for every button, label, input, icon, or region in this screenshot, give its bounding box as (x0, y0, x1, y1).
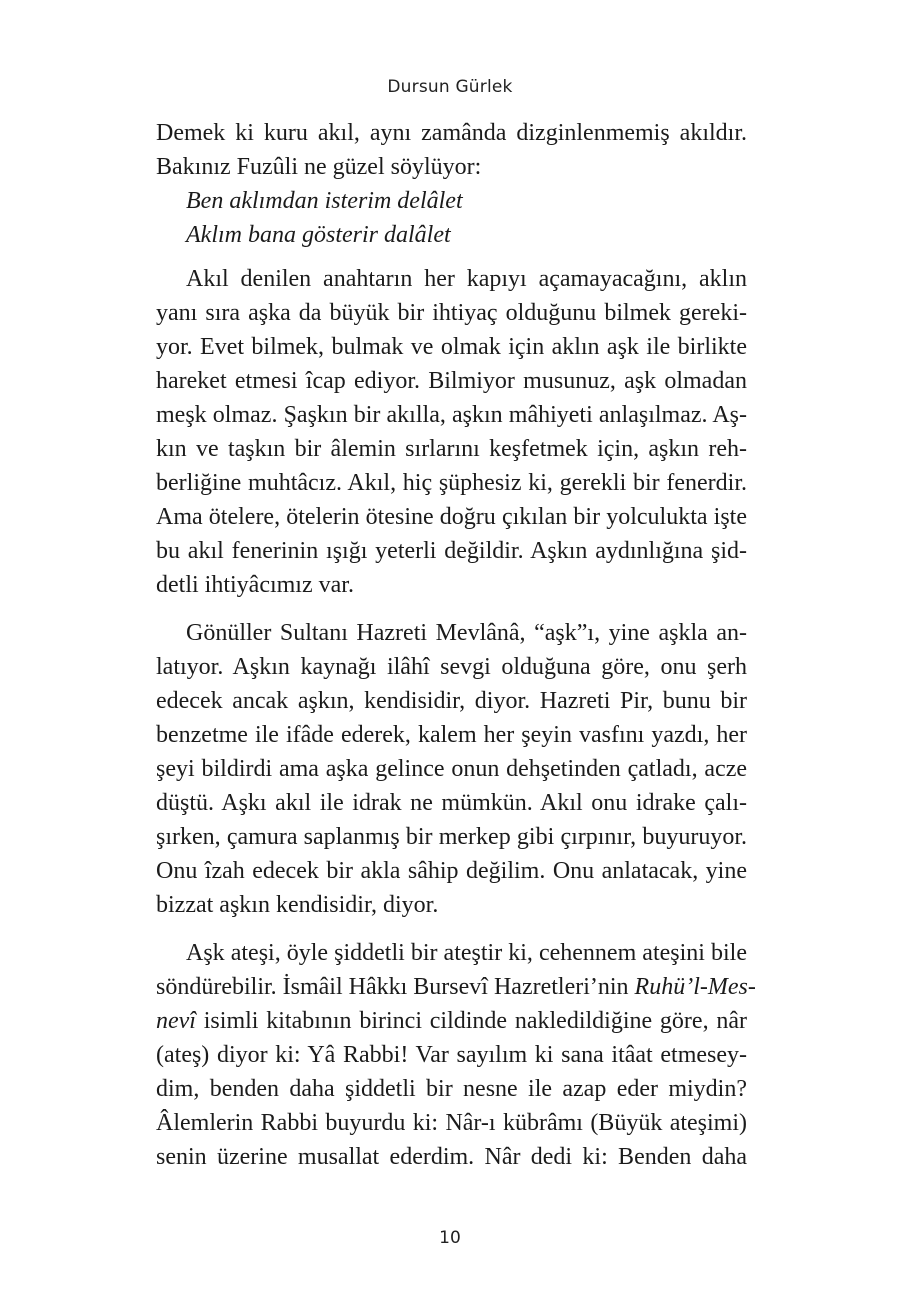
book-title-italic: Ruhü’l-Mes- (634, 974, 756, 1000)
book-title-italic: nevî (156, 1008, 196, 1034)
paragraph-3 (156, 936, 756, 1174)
text-line: Bakınız Fuzûli ne güzel söylüyor: (156, 154, 482, 180)
text-line: şeyi bildirdi ama aşka gelince onun dehşetinden çatladı, acze (156, 756, 747, 782)
text-line: berliğine muhtâcız. Akıl, hiç şüphesiz ki, gerekli bir fenerdir. (156, 470, 747, 496)
text-line: kın ve taşkın bir âlemin sırlarını keşfetmek için, aşkın reh- (156, 436, 747, 462)
text-line: Ama ötelere, ötelerin ötesine doğru çıkılan bir yolculukta işte (156, 504, 747, 530)
page-number: 10 (439, 1228, 461, 1248)
text-line: Âlemlerin Rabbi buyurdu ki: Nâr-ı kübrâmı (Büyük ateşimi) (156, 1110, 747, 1136)
verse-line-1: Ben aklımdan isterim delâlet (186, 188, 463, 214)
text-line: detli ihtiyâcımız var. (156, 572, 354, 598)
verse-line-2: Aklım bana gösterir dalâlet (186, 222, 451, 248)
text-line: düştü. Aşkı akıl ile idrak ne mümkün. Akıl onu idrake çalı- (156, 790, 747, 816)
text-line: bu akıl fenerinin ışığı yeterli değildir. Aşkın aydınlığına şid- (156, 538, 747, 564)
text-line: şırken, çamura saplanmış bir merkep gibi çırpınır, buyuruyor. (156, 824, 747, 850)
text-line: Onu îzah edecek bir akla sâhip değilim. Onu anlatacak, yine (156, 858, 747, 884)
paragraph-1 (156, 262, 747, 602)
body-text (156, 116, 756, 1174)
running-header: Dursun Gürlek (387, 77, 513, 97)
text-segment: isimli kitabının birinci cildinde nakledildiğine göre, nâr (195, 1008, 747, 1034)
text-line: Gönüller Sultanı Hazreti Mevlânâ, “aşk”ı, yine aşkla an- (186, 620, 747, 646)
text-segment: söndürebilir. İsmâil Hâkkı Bursevî Hazretleri’nin (156, 974, 635, 1000)
text-line: Demek ki kuru akıl, aynı zamânda dizginlenmemiş akıldır. (156, 120, 747, 146)
text-line: yor. Evet bilmek, bulmak ve olmak için aklın aşk ile birlikte (156, 334, 747, 360)
text-line: Akıl denilen anahtarın her kapıyı açamayacağını, aklın (186, 266, 747, 292)
text-line: Aşk ateşi, öyle şiddetli bir ateştir ki, cehennem ateşini bile (186, 940, 747, 966)
text-line: (ateş) diyor ki: Yâ Rabbi! Var sayılım ki sana itâat etmesey- (156, 1042, 747, 1068)
text-line: dim, benden daha şiddetli bir nesne ile azap eder miydin? (156, 1076, 747, 1102)
text-line: senin üzerine musallat ederdim. Nâr dedi ki: Benden daha (156, 1144, 747, 1170)
text-line: yanı sıra aşka da büyük bir ihtiyaç olduğunu bilmek gereki- (156, 300, 747, 326)
text-line: latıyor. Aşkın kaynağı ilâhî sevgi olduğuna göre, onu şerh (156, 654, 747, 680)
text-line (156, 970, 756, 1004)
text-line: meşk olmaz. Şaşkın bir akılla, aşkın mâhiyeti anlaşılmaz. Aş- (156, 402, 747, 428)
paragraph-2 (156, 616, 747, 922)
text-line: hareket etmesi îcap ediyor. Bilmiyor musunuz, aşk olmadan (156, 368, 747, 394)
text-line: bizzat aşkın kendisidir, diyor. (156, 892, 439, 918)
intro-paragraph (156, 116, 747, 184)
text-line (156, 1004, 747, 1038)
text-line: edecek ancak aşkın, kendisidir, diyor. Hazreti Pir, bunu bir (156, 688, 747, 714)
text-line: benzetme ile ifâde ederek, kalem her şeyin vasfını yazdı, her (156, 722, 747, 748)
